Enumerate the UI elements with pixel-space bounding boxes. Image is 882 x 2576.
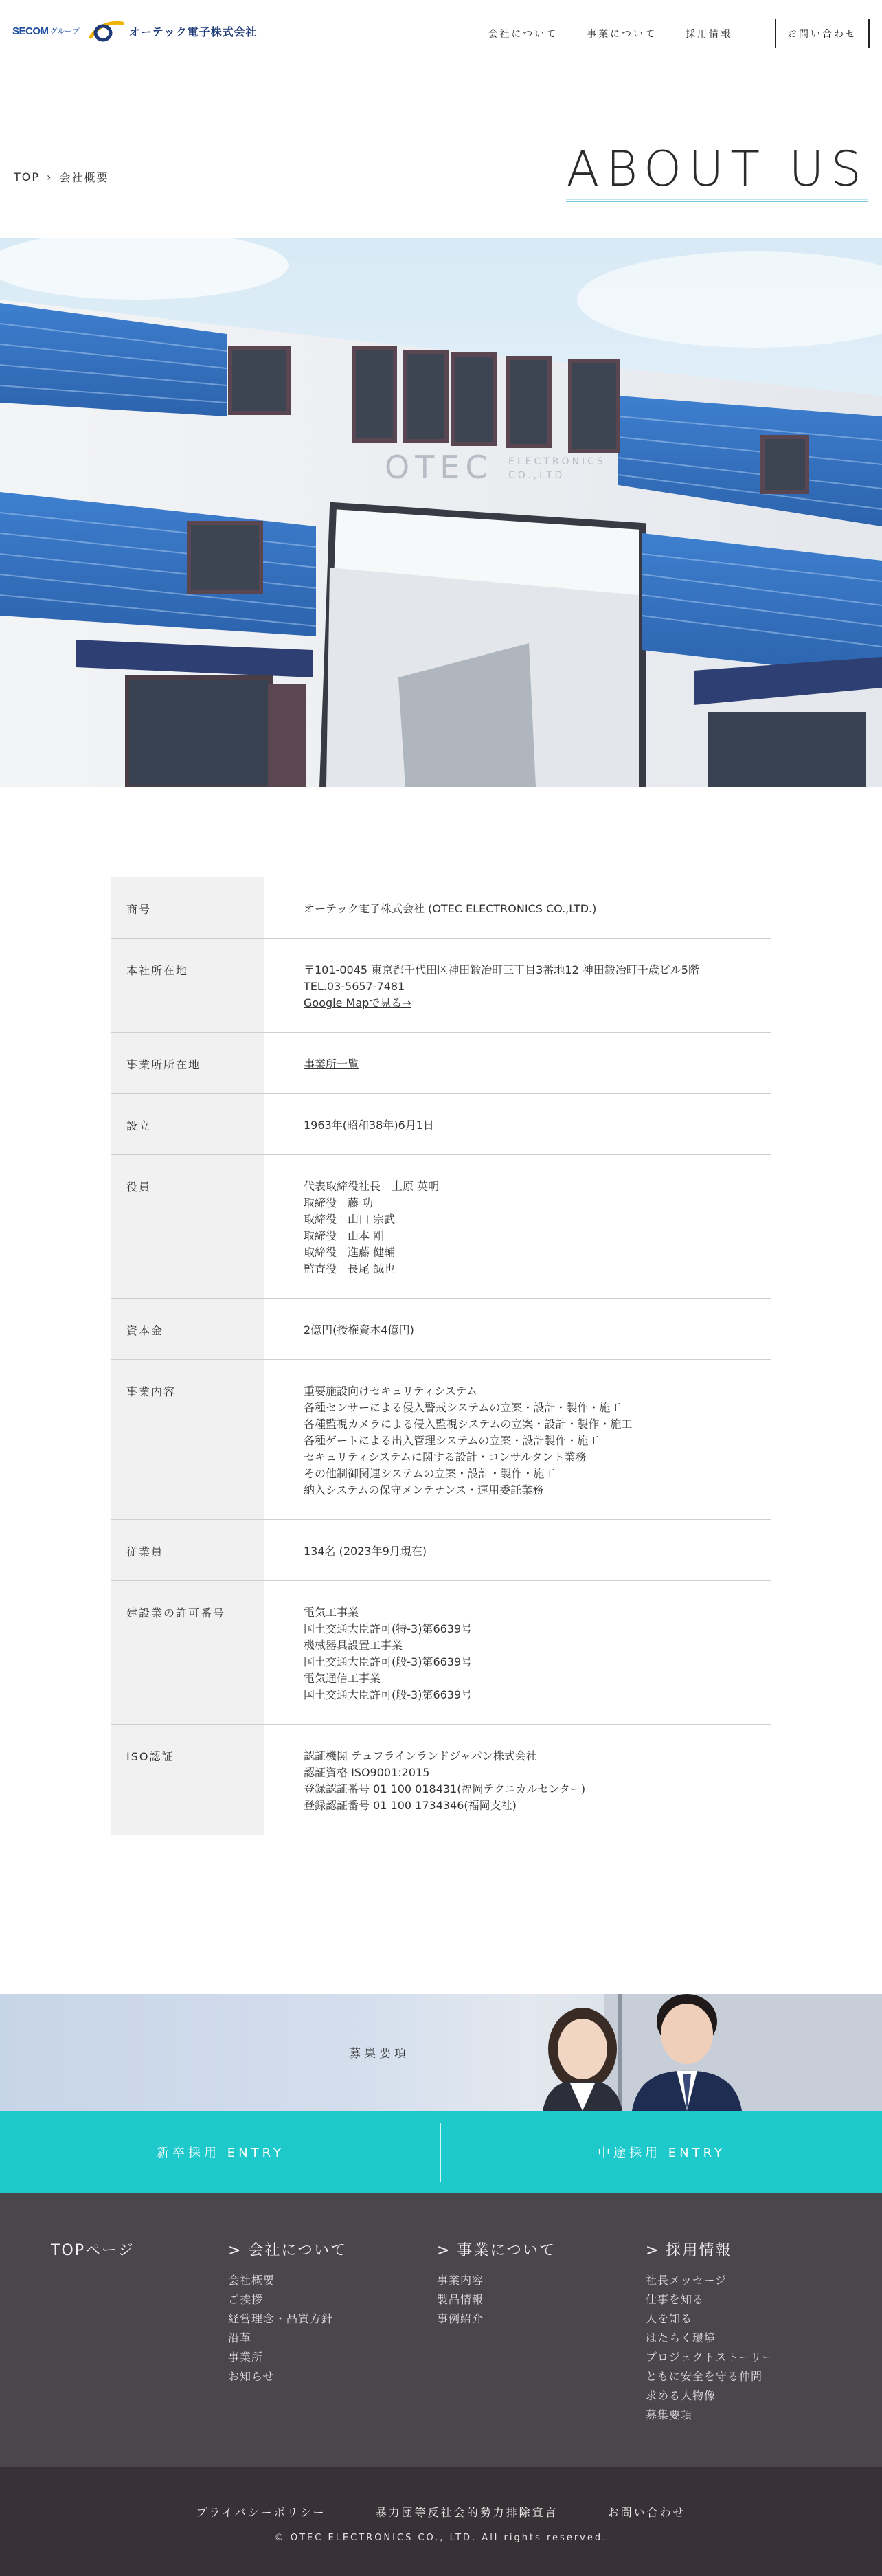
nav-contact-button[interactable]: お問い合わせ [775, 19, 870, 48]
anti-social-declaration-link[interactable]: 暴力団等反社会的勢力排除宣言 [375, 2506, 558, 2519]
row-label: 事業内容 [111, 1360, 264, 1520]
footer-contact-link[interactable]: お問い合わせ [607, 2506, 686, 2519]
recruit-people-illustration [0, 1994, 882, 2111]
footer-business-head[interactable]: > 事業について [437, 2242, 556, 2259]
footer-link[interactable]: ご挨拶 [228, 2293, 264, 2306]
row-value-line: その他制御関連システムの立案・設計・製作・施工 [304, 1467, 556, 1480]
table-row [111, 1725, 771, 1835]
footer-col-company [228, 2239, 347, 2386]
row-value-line: 取締役 山口 宗武 [304, 1213, 396, 1226]
nav-recruit[interactable]: 採用情報 [686, 29, 732, 40]
footer-top-link[interactable]: TOPページ [51, 2242, 135, 2259]
footer-link[interactable]: 事業所 [228, 2351, 264, 2364]
row-value-line: 納入システムの保守メンテナンス・運用委託業務 [304, 1483, 544, 1497]
entry-newgrad-button[interactable]: 新卒採用 ENTRY [157, 2146, 284, 2160]
table-row [111, 1155, 771, 1299]
footer-link[interactable]: 人を知る [646, 2312, 693, 2325]
row-label: 商号 [111, 877, 264, 939]
row-value-line: オーテック電子株式会社 (OTEC ELECTRONICS CO.,LTD.) [304, 902, 597, 915]
office-list-link[interactable]: 事業所一覧 [304, 1057, 359, 1071]
footer-link[interactable]: 社長メッセージ [646, 2274, 727, 2287]
row-value [264, 939, 771, 1033]
brand-logo[interactable] [12, 19, 258, 43]
row-value-line: 取締役 藤 功 [304, 1196, 374, 1209]
entry-mid-career-button[interactable]: 中途採用 ENTRY [598, 2146, 725, 2160]
row-value-line: 認証資格 ISO9001:2015 [304, 1766, 430, 1779]
row-label: 設立 [111, 1094, 264, 1155]
table-row [111, 939, 771, 1033]
table-row [111, 1033, 771, 1094]
footer-link[interactable]: ともに安全を守る仲間 [646, 2370, 763, 2383]
row-value [264, 1581, 771, 1725]
breadcrumb [14, 169, 109, 185]
row-value [264, 1520, 771, 1581]
footer-link[interactable]: 仕事を知る [646, 2293, 705, 2306]
row-value-line: 機械器具設置工事業 [304, 1639, 403, 1652]
row-value-line: TEL.03-5657-7481 [304, 980, 405, 993]
row-label: 建設業の許可番号 [111, 1581, 264, 1725]
row-value-line: 2億円(授権資本4億円) [304, 1323, 414, 1336]
footer-link[interactable]: 製品情報 [437, 2293, 484, 2306]
row-value-line: 電気通信工事業 [304, 1672, 381, 1685]
row-value-line: 登録認証番号 01 100 018431(福岡テクニカルセンター) [304, 1782, 586, 1795]
footer-link[interactable]: はたらく環境 [646, 2331, 716, 2344]
row-value-line: 国土交通大臣許可(般-3)第6639号 [304, 1688, 473, 1701]
breadcrumb-home-link[interactable]: TOP [14, 170, 41, 183]
table-row [111, 1299, 771, 1360]
row-label: 事業所所在地 [111, 1033, 264, 1094]
company-info-table [111, 877, 771, 1835]
recruit-banner[interactable] [0, 1994, 882, 2111]
site-header [0, 0, 882, 69]
otec-logo-icon [87, 19, 125, 43]
footer-link[interactable]: 募集要項 [646, 2408, 693, 2421]
secom-logo: SECOM [12, 25, 49, 37]
table-row [111, 1520, 771, 1581]
nav-business[interactable]: 事業について [587, 29, 657, 40]
row-label: 役員 [111, 1155, 264, 1299]
row-value-line: 重要施設向けセキュリティシステム [304, 1385, 477, 1398]
row-value-line: 国土交通大臣許可(般-3)第6639号 [304, 1655, 473, 1668]
footer-link[interactable]: 経営理念・品質方針 [228, 2312, 334, 2325]
google-map-link[interactable]: Google Mapで見る→ [304, 996, 411, 1009]
building-illustration [0, 238, 882, 787]
building-sign-sub1: ELECTRONICS [508, 456, 606, 467]
footer-col-recruit [646, 2239, 774, 2425]
row-value-line: 電気工事業 [304, 1606, 359, 1619]
footer-link[interactable]: プロジェクトストーリー [646, 2351, 774, 2364]
row-value-line: 登録認証番号 01 100 1734346(福岡支社) [304, 1799, 517, 1812]
table-row [111, 1360, 771, 1520]
row-value-line: 各種ゲートによる出入管理システムの立案・設計製作・施工 [304, 1434, 600, 1447]
footer-col-top [51, 2239, 135, 2271]
group-label: グループ [49, 27, 80, 36]
footer-link[interactable]: 会社概要 [228, 2274, 275, 2287]
row-value-line: セキュリティシステムに関する設計・コンサルタント業務 [304, 1451, 587, 1464]
row-value-line: 取締役 進藤 健輔 [304, 1246, 396, 1259]
main-nav [460, 19, 870, 48]
row-value-line: 134名 (2023年9月現在) [304, 1545, 427, 1558]
row-label: 資本金 [111, 1299, 264, 1360]
footer-link[interactable]: 事例紹介 [437, 2312, 484, 2325]
footer-bottom [0, 2467, 882, 2576]
footer-link[interactable]: 求める人物像 [646, 2389, 716, 2402]
entry-bar [0, 2111, 882, 2193]
footer-nav [0, 2193, 882, 2467]
footer-bottom-links [0, 2504, 882, 2520]
row-value [264, 1155, 771, 1299]
row-value-line: 認証機関 テュフラインランドジャパン株式会社 [304, 1749, 537, 1762]
row-value [264, 1094, 771, 1155]
row-value-line: 〒101-0045 東京都千代田区神田鍛冶町三丁目3番地12 神田鍛冶町千歳ビル5階 [304, 963, 699, 976]
breadcrumb-chevron-icon: › [47, 170, 53, 183]
row-label: 従業員 [111, 1520, 264, 1581]
row-value [264, 1360, 771, 1520]
footer-link[interactable]: 沿革 [228, 2331, 252, 2344]
footer-recruit-head[interactable]: > 採用情報 [646, 2242, 732, 2259]
row-value [264, 1033, 771, 1094]
table-row [111, 1581, 771, 1725]
footer-company-head[interactable]: > 会社について [228, 2242, 347, 2259]
row-value [264, 1725, 771, 1835]
row-label: ISO認証 [111, 1725, 264, 1835]
page-title-underline [566, 199, 868, 202]
row-value-line: 1963年(昭和38年)6月1日 [304, 1119, 434, 1132]
page-title-wrap [566, 142, 868, 197]
table-row [111, 877, 771, 939]
row-value-line: 各種センサーによる侵入警戒システムの立案・設計・製作・施工 [304, 1401, 622, 1414]
hero-building-image [0, 238, 882, 787]
breadcrumb-current: 会社概要 [59, 171, 109, 184]
footer-link[interactable]: お知らせ [228, 2370, 275, 2383]
row-value-line: 国土交通大臣許可(特-3)第6639号 [304, 1622, 473, 1635]
building-sign: OTEC [385, 449, 493, 486]
row-value [264, 877, 771, 939]
recruit-title: 募集要項 [349, 2047, 409, 2061]
row-value-line: 取締役 山本 剛 [304, 1229, 385, 1242]
privacy-policy-link[interactable]: プライバシーポリシー [196, 2506, 326, 2519]
copyright: © OTEC ELECTRONICS CO., LTD. All rights reserved. [274, 2533, 608, 2543]
row-value-line: 各種監視カメラによる侵入監視システムの立案・設計・製作・施工 [304, 1418, 633, 1431]
company-name: オーテック電子株式会社 [128, 25, 258, 38]
table-row [111, 1094, 771, 1155]
page-title: ABOUT US [566, 141, 868, 197]
footer-col-business [437, 2239, 556, 2329]
row-label: 本社所在地 [111, 939, 264, 1033]
footer-link[interactable]: 事業内容 [437, 2274, 484, 2287]
row-value [264, 1299, 771, 1360]
row-value-line: 監査役 長尾 誠也 [304, 1262, 396, 1275]
building-sign-sub2: CO.,LTD [508, 470, 565, 481]
nav-company[interactable]: 会社について [488, 29, 558, 40]
row-value-line: 代表取締役社長 上原 英明 [304, 1180, 440, 1193]
